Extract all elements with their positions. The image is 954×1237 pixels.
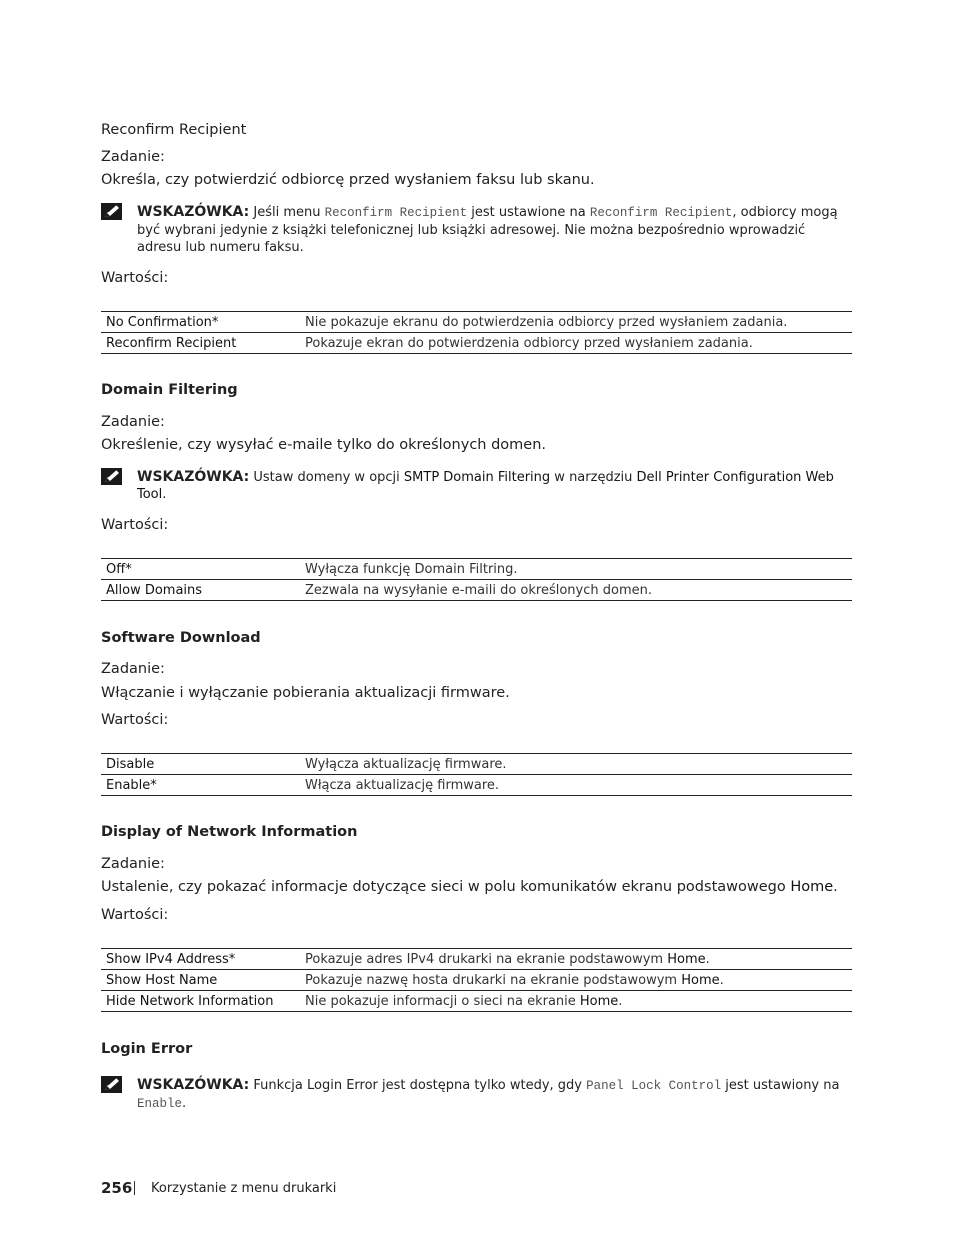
option-description: Wyłącza funkcję Domain Filtring. [300,559,852,580]
values-label: Wartości: [101,270,169,286]
option-name: Disable [101,754,300,775]
task-label: Zadanie: [101,149,165,165]
pencil-note-icon [101,468,122,485]
values-table-software [101,753,852,796]
option-name: Enable* [101,775,300,796]
option-name: Allow Domains [101,580,300,601]
note-text: . [182,1096,187,1111]
values-label: Wartości: [101,907,169,923]
option-description: Pokazuje ekran do potwierdzenia odbiorcy przed wysłaniem zadania. [300,333,852,354]
note-label: WSKAZÓWKA: [137,469,250,485]
table-row [101,333,852,354]
values-table-domain [101,558,852,601]
note-text: Jeśli menu [249,205,325,220]
note-domain [137,469,849,503]
option-description-end: . [705,951,710,967]
values-label: Wartości: [101,712,169,728]
footer-chapter: Korzystanie z menu drukarki [151,1181,337,1196]
option-description: Włącza aktualizację firmware. [300,775,852,796]
note-reconfirm [137,204,849,256]
option-name: Show IPv4 Address* [101,949,300,970]
option-description: Zezwala na wysyłanie e-maili do określonych domen. [300,580,852,601]
note-code: Reconfirm Recipient [324,206,468,220]
section-title-reconfirm-recipient: Reconfirm Recipient [101,122,247,138]
option-description-end: . [719,972,724,988]
pencil-note-icon [101,203,122,220]
note-text: w narzędziu [550,470,637,485]
task-description-end: . [833,879,838,895]
note-text: Funkcja Login Error jest dostępna tylko wtedy, gdy [249,1078,587,1093]
table-row [101,991,852,1012]
section-title-domain-filtering: Domain Filtering [101,382,238,398]
option-name: Off* [101,559,300,580]
table-row [101,949,852,970]
table-row [101,312,852,333]
table-row [101,970,852,991]
page-number: 256 [101,1179,133,1197]
section-title-network-information: Display of Network Information [101,824,358,840]
option-description-text: Pokazuje nazwę hosta drukarki na ekranie podstawowym [305,972,682,988]
note-emphasis: Dell Printer Configuration Web Tool [137,470,834,502]
option-name: Show Host Name [101,970,300,991]
note-text: jest ustawione na [467,205,590,220]
values-table-network [101,948,852,1012]
task-description: Określa, czy potwierdzić odbiorcę przed wysłaniem faksu lub skanu. [101,172,595,188]
task-description: Określenie, czy wysyłać e-maile tylko do określonych domen. [101,437,547,453]
task-description-emphasis: Home [790,879,834,895]
note-login-error [137,1077,849,1113]
option-name: Reconfirm Recipient [101,333,300,354]
table-row [101,754,852,775]
table-row [101,580,852,601]
option-name: No Confirmation* [101,312,300,333]
table-row [101,775,852,796]
option-name: Hide Network Information [101,991,300,1012]
values-label: Wartości: [101,517,169,533]
option-description-text: Nie pokazuje informacji o sieci na ekranie [305,993,580,1009]
task-label: Zadanie: [101,414,165,430]
option-description-emphasis: Home [667,951,706,967]
note-label: WSKAZÓWKA: [137,204,250,220]
note-emphasis: SMTP Domain Filtering [403,470,551,485]
option-description: Nie pokazuje ekranu do potwierdzenia odbiorcy przed wysłaniem zadania. [300,312,852,333]
note-code: Reconfirm Recipient [589,206,733,220]
note-text: . [162,487,167,502]
option-description [300,949,852,970]
section-title-login-error: Login Error [101,1041,193,1057]
option-description [300,970,852,991]
note-text: Ustaw domeny w opcji [249,470,404,485]
option-description-text: Pokazuje adres IPv4 drukarki na ekranie podstawowym [305,951,668,967]
option-description [300,991,852,1012]
option-description-emphasis: Home [681,972,720,988]
task-label: Zadanie: [101,661,165,677]
note-code: Panel Lock Control [586,1079,722,1093]
task-description-text: Ustalenie, czy pokazać informacje dotyczące sieci w polu komunikatów ekranu podstawowego [101,879,791,895]
footer-divider [134,1181,135,1195]
note-text: jest ustawiony na [721,1078,840,1093]
task-label: Zadanie: [101,856,165,872]
values-table-reconfirm [101,311,852,354]
pencil-note-icon [101,1076,122,1093]
task-description [101,878,838,896]
section-title-software-download: Software Download [101,630,261,646]
option-description-end: . [618,993,623,1009]
option-description: Wyłącza aktualizację firmware. [300,754,852,775]
note-code: Enable [137,1097,183,1111]
table-row [101,559,852,580]
option-description-emphasis: Home [579,993,619,1009]
note-text: , odbiorcy mogą być wybrani jedynie z książki telefonicznej lub książki adresowej. Nie można bezpośrednio wprowadzić adresu lub numeru faksu. [137,205,838,255]
task-description: Włączanie i wyłączanie pobierania aktualizacji firmware. [101,685,510,701]
note-label: WSKAZÓWKA: [137,1077,250,1093]
